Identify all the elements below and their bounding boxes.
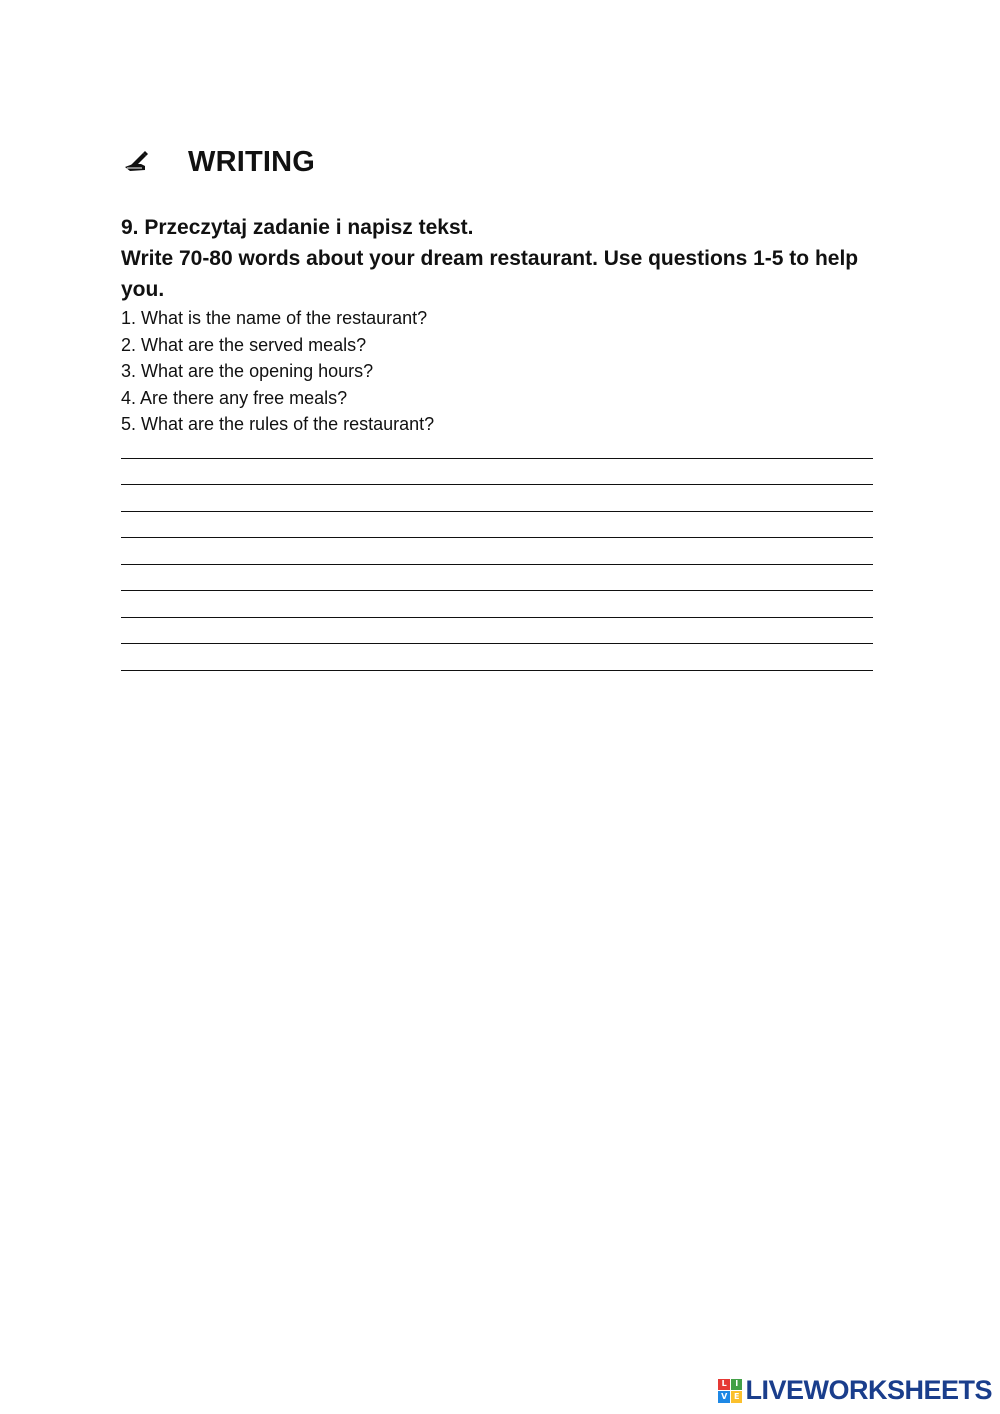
answer-line[interactable] <box>121 618 873 645</box>
answer-line[interactable] <box>121 591 873 618</box>
answer-area[interactable] <box>121 432 873 671</box>
answer-line[interactable] <box>121 432 873 459</box>
answer-line[interactable] <box>121 644 873 671</box>
question-item: 4. Are there any free meals? <box>121 387 348 408</box>
answer-line[interactable] <box>121 565 873 592</box>
logo-text: LIVEWORKSHEETS <box>745 1375 992 1405</box>
answer-line[interactable] <box>121 459 873 486</box>
question-item: 1. What is the name of the restaurant? <box>121 308 428 328</box>
liveworksheets-logo-icon <box>718 1379 742 1403</box>
section-heading <box>122 146 315 179</box>
question-list <box>121 305 881 438</box>
task-block <box>121 212 881 438</box>
task-instruction: Write 70-80 words about your dream restaurant. Use questions 1-5 to help you. <box>121 247 859 301</box>
writing-hand-icon <box>122 149 150 177</box>
task-number-line: 9. Przeczytaj zadanie i napisz tekst. <box>121 216 474 239</box>
logo-mark-cell: I <box>731 1379 743 1391</box>
logo-mark-cell: E <box>731 1391 743 1403</box>
liveworksheets-logo <box>718 1375 992 1406</box>
answer-line[interactable] <box>121 538 873 565</box>
logo-mark-cell: V <box>718 1391 730 1403</box>
question-item: 2. What are the served meals? <box>121 334 367 355</box>
question-item: 5. What are the rules of the restaurant? <box>121 414 435 434</box>
answer-line[interactable] <box>121 485 873 512</box>
answer-line[interactable] <box>121 512 873 539</box>
logo-mark-cell: L <box>718 1379 730 1391</box>
question-item: 3. What are the opening hours? <box>121 361 374 381</box>
page-title: WRITING <box>188 146 316 178</box>
